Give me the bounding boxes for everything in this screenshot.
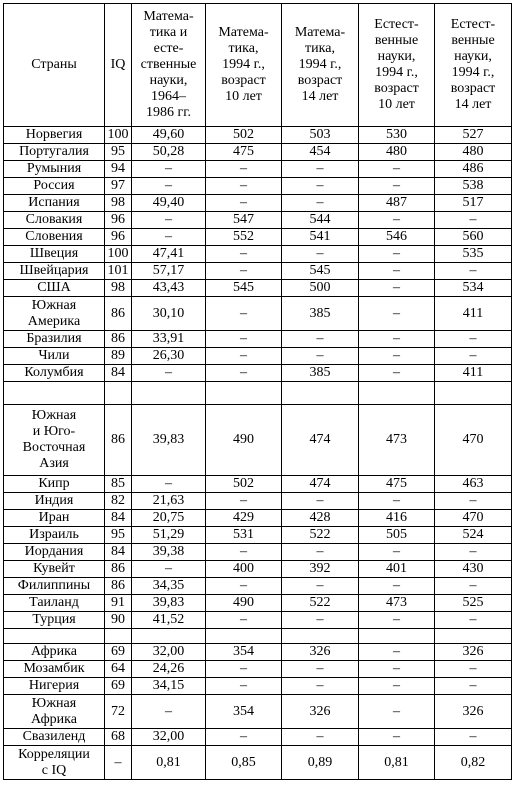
table-cell: 69 [105, 644, 132, 661]
table-cell: 454 [282, 144, 359, 161]
table-cell: – [435, 493, 512, 510]
country-cell: Индия [4, 493, 105, 510]
table-cell: – [206, 161, 282, 178]
country-cell: Кипр [4, 476, 105, 493]
table-cell: 474 [282, 405, 359, 476]
country-cell: Швеция [4, 246, 105, 263]
table-cell: 21,63 [132, 493, 206, 510]
table-cell: 392 [282, 561, 359, 578]
table-cell: – [359, 348, 435, 365]
country-cell: Израиль [4, 527, 105, 544]
table-cell: – [132, 365, 206, 382]
table-cell: 545 [206, 280, 282, 297]
table-cell: – [359, 544, 435, 561]
table-cell: – [435, 729, 512, 746]
table-row [4, 229, 512, 246]
table-cell: 41,52 [132, 612, 206, 629]
table-cell: 0,82 [435, 746, 512, 780]
table-cell: – [132, 229, 206, 246]
table-cell: 429 [206, 510, 282, 527]
table-cell: 95 [105, 144, 132, 161]
header-math-science-1964-1986: Матема- тика и есте- ственные науки, 1964– 1986 гг. [132, 4, 206, 127]
table-cell: – [359, 678, 435, 695]
country-cell [4, 382, 105, 405]
country-cell: Южная Африка [4, 695, 105, 729]
table-cell: 545 [282, 263, 359, 280]
table-cell: – [282, 729, 359, 746]
header-math-1994-age10: Матема- тика, 1994 г., возраст 10 лет [206, 4, 282, 127]
country-cell: Южная Америка [4, 297, 105, 331]
table-row [4, 382, 512, 405]
table-body [4, 127, 512, 780]
table-cell: – [282, 678, 359, 695]
table-cell: – [206, 612, 282, 629]
table-cell: 534 [435, 280, 512, 297]
table-cell: – [435, 348, 512, 365]
table-cell: – [206, 331, 282, 348]
table-cell: 20,75 [132, 510, 206, 527]
table-row [4, 746, 512, 780]
table-cell: – [359, 493, 435, 510]
table-cell: 26,30 [132, 348, 206, 365]
table-cell: 544 [282, 212, 359, 229]
table-cell: 33,91 [132, 331, 206, 348]
table-cell: – [282, 246, 359, 263]
table-cell: 96 [105, 229, 132, 246]
table-cell: 47,41 [132, 246, 206, 263]
table-cell: 94 [105, 161, 132, 178]
country-cell: Свазиленд [4, 729, 105, 746]
table-cell [206, 382, 282, 405]
country-cell: Румыния [4, 161, 105, 178]
table-cell: – [132, 695, 206, 729]
table-row [4, 365, 512, 382]
table-row [4, 729, 512, 746]
table-cell [359, 629, 435, 644]
table-cell: 43,43 [132, 280, 206, 297]
table-cell: 86 [105, 561, 132, 578]
header-row [4, 4, 512, 127]
table-cell: – [359, 178, 435, 195]
table-cell: – [435, 578, 512, 595]
table-cell: 490 [206, 595, 282, 612]
table-cell: – [206, 246, 282, 263]
table-cell: 552 [206, 229, 282, 246]
table-cell: 524 [435, 527, 512, 544]
table-cell: 475 [206, 144, 282, 161]
table-row [4, 297, 512, 331]
country-cell: Норвегия [4, 127, 105, 144]
table-cell: 86 [105, 578, 132, 595]
table-row [4, 695, 512, 729]
table-cell: – [282, 178, 359, 195]
table-cell: – [206, 195, 282, 212]
table-cell: 68 [105, 729, 132, 746]
table-cell: 505 [359, 527, 435, 544]
table-cell: 64 [105, 661, 132, 678]
table-cell: 473 [359, 405, 435, 476]
country-cell: Турция [4, 612, 105, 629]
table-cell: 69 [105, 678, 132, 695]
table-cell: 541 [282, 229, 359, 246]
table-cell: 486 [435, 161, 512, 178]
table-row [4, 661, 512, 678]
table-cell: 522 [282, 527, 359, 544]
table-cell: 51,29 [132, 527, 206, 544]
country-cell: США [4, 280, 105, 297]
table-row [4, 348, 512, 365]
header-science-1994-age14: Естест- венные науки, 1994 г., возраст 14 лет [435, 4, 512, 127]
table-cell: 546 [359, 229, 435, 246]
table-cell: 411 [435, 365, 512, 382]
table-cell: 560 [435, 229, 512, 246]
table-cell [132, 382, 206, 405]
table-row [4, 578, 512, 595]
table-cell: 91 [105, 595, 132, 612]
table-cell [105, 629, 132, 644]
table-cell: – [359, 695, 435, 729]
table-cell: – [435, 331, 512, 348]
country-cell: Таиланд [4, 595, 105, 612]
table-cell: 82 [105, 493, 132, 510]
table-cell: 86 [105, 331, 132, 348]
table-cell: – [359, 661, 435, 678]
table-cell: 101 [105, 263, 132, 280]
country-cell [4, 629, 105, 644]
table-cell: – [435, 212, 512, 229]
table-row [4, 629, 512, 644]
table-cell: 475 [359, 476, 435, 493]
table-cell: – [132, 212, 206, 229]
table-cell: 30,10 [132, 297, 206, 331]
table-cell: 49,40 [132, 195, 206, 212]
country-cell: Филиппины [4, 578, 105, 595]
table-cell: 503 [282, 127, 359, 144]
table-cell: 97 [105, 178, 132, 195]
table-cell: 527 [435, 127, 512, 144]
table-cell [435, 629, 512, 644]
table-cell: 535 [435, 246, 512, 263]
table-cell: – [359, 280, 435, 297]
table-cell: – [435, 661, 512, 678]
table-cell: 34,15 [132, 678, 206, 695]
table-cell: 84 [105, 510, 132, 527]
table-cell: 84 [105, 365, 132, 382]
table-cell: 401 [359, 561, 435, 578]
table-cell: – [206, 729, 282, 746]
table-cell: 0,85 [206, 746, 282, 780]
table-cell [435, 382, 512, 405]
table-cell: – [206, 365, 282, 382]
table-row [4, 195, 512, 212]
table-cell: – [282, 544, 359, 561]
table-cell: – [282, 161, 359, 178]
table-cell: 95 [105, 527, 132, 544]
table-cell: 100 [105, 127, 132, 144]
country-cell: Словакия [4, 212, 105, 229]
table-cell: 385 [282, 297, 359, 331]
table-cell: 463 [435, 476, 512, 493]
table-cell: – [282, 348, 359, 365]
table-cell [132, 629, 206, 644]
table-row [4, 612, 512, 629]
table-row [4, 561, 512, 578]
table-row [4, 510, 512, 527]
country-cell: Корреляции с IQ [4, 746, 105, 780]
table-cell: 354 [206, 644, 282, 661]
table-cell [105, 382, 132, 405]
table-cell: – [132, 161, 206, 178]
table-cell: – [435, 544, 512, 561]
table-cell: 428 [282, 510, 359, 527]
table-cell: 96 [105, 212, 132, 229]
table-cell: – [206, 297, 282, 331]
table-row [4, 144, 512, 161]
table-cell: – [105, 746, 132, 780]
table-row [4, 405, 512, 476]
country-cell: Бразилия [4, 331, 105, 348]
table-cell: 39,83 [132, 595, 206, 612]
table-cell: 0,89 [282, 746, 359, 780]
header-science-1994-age10: Естест- венные науки, 1994 г., возраст 10 лет [359, 4, 435, 127]
country-cell: Африка [4, 644, 105, 661]
table-cell: 89 [105, 348, 132, 365]
table-row [4, 331, 512, 348]
table-cell: 416 [359, 510, 435, 527]
table-cell: 487 [359, 195, 435, 212]
table-cell: 39,38 [132, 544, 206, 561]
table-cell: 90 [105, 612, 132, 629]
table-cell: – [132, 476, 206, 493]
table-cell: 50,28 [132, 144, 206, 161]
table-cell: 473 [359, 595, 435, 612]
table-cell: 525 [435, 595, 512, 612]
table-cell: 32,00 [132, 729, 206, 746]
table-cell: – [359, 729, 435, 746]
table-row [4, 280, 512, 297]
table-row [4, 527, 512, 544]
country-cell: Швейцария [4, 263, 105, 280]
table-cell: – [359, 246, 435, 263]
table-cell: 474 [282, 476, 359, 493]
table-cell: – [359, 297, 435, 331]
table-cell: 39,83 [132, 405, 206, 476]
table-cell: 84 [105, 544, 132, 561]
table-cell: 98 [105, 280, 132, 297]
table-cell: – [132, 561, 206, 578]
country-cell: Испания [4, 195, 105, 212]
table-cell: 480 [359, 144, 435, 161]
table-cell [282, 382, 359, 405]
table-cell: – [359, 331, 435, 348]
table-cell: – [435, 678, 512, 695]
country-cell: Кувейт [4, 561, 105, 578]
country-cell: Колумбия [4, 365, 105, 382]
table-cell: 538 [435, 178, 512, 195]
table-cell: – [359, 644, 435, 661]
table-row [4, 493, 512, 510]
table-cell: – [206, 678, 282, 695]
table-row [4, 595, 512, 612]
table-cell [359, 382, 435, 405]
country-cell: Россия [4, 178, 105, 195]
table-cell: 32,00 [132, 644, 206, 661]
table-cell: 430 [435, 561, 512, 578]
data-table [3, 3, 512, 780]
table-cell: 547 [206, 212, 282, 229]
table-cell: 354 [206, 695, 282, 729]
header-math-1994-age14: Матема- тика, 1994 г., возраст 14 лет [282, 4, 359, 127]
table-cell: 326 [435, 695, 512, 729]
country-cell: Южная и Юго- Восточная Азия [4, 405, 105, 476]
table-cell: – [435, 612, 512, 629]
table-row [4, 161, 512, 178]
table-cell: – [206, 661, 282, 678]
country-cell: Словения [4, 229, 105, 246]
country-cell: Португалия [4, 144, 105, 161]
table-row [4, 678, 512, 695]
table-cell: 72 [105, 695, 132, 729]
country-cell: Иордания [4, 544, 105, 561]
table-cell: – [282, 661, 359, 678]
table-row [4, 127, 512, 144]
table-cell: 530 [359, 127, 435, 144]
table-cell: – [206, 178, 282, 195]
table-cell: 326 [282, 695, 359, 729]
table-cell: 517 [435, 195, 512, 212]
table-cell [282, 629, 359, 644]
table-cell: – [359, 365, 435, 382]
table-cell: 385 [282, 365, 359, 382]
table-row [4, 644, 512, 661]
table-cell: 326 [435, 644, 512, 661]
table-cell: 531 [206, 527, 282, 544]
table-cell: 522 [282, 595, 359, 612]
table-cell: 411 [435, 297, 512, 331]
table-cell: 470 [435, 405, 512, 476]
table-row [4, 246, 512, 263]
table-row [4, 212, 512, 229]
table-cell: 400 [206, 561, 282, 578]
table-cell: 86 [105, 297, 132, 331]
table-cell: – [206, 544, 282, 561]
table-cell: – [282, 612, 359, 629]
table-cell: 100 [105, 246, 132, 263]
table-cell: 0,81 [359, 746, 435, 780]
table-row [4, 178, 512, 195]
table-cell: – [359, 578, 435, 595]
table-cell: 502 [206, 127, 282, 144]
header-iq: IQ [105, 4, 132, 127]
table-cell: – [359, 161, 435, 178]
table-cell: 0,81 [132, 746, 206, 780]
table-cell: 326 [282, 644, 359, 661]
table-cell: – [282, 493, 359, 510]
table-cell: 34,35 [132, 578, 206, 595]
table-cell: 86 [105, 405, 132, 476]
table-cell [206, 629, 282, 644]
table-cell: – [282, 331, 359, 348]
table-cell: – [359, 612, 435, 629]
table-cell: – [206, 493, 282, 510]
table-row [4, 476, 512, 493]
country-cell: Нигерия [4, 678, 105, 695]
country-cell: Иран [4, 510, 105, 527]
table-cell: – [282, 578, 359, 595]
table-cell: – [435, 263, 512, 280]
table-cell: 98 [105, 195, 132, 212]
table-cell: 24,26 [132, 661, 206, 678]
table-cell: – [206, 578, 282, 595]
header-country: Страны [4, 4, 105, 127]
table-cell: – [282, 195, 359, 212]
table-cell: 490 [206, 405, 282, 476]
table-cell: – [206, 348, 282, 365]
table-cell: 49,60 [132, 127, 206, 144]
table-cell: – [359, 212, 435, 229]
table-cell: 500 [282, 280, 359, 297]
country-cell: Чили [4, 348, 105, 365]
table-row [4, 263, 512, 280]
table-cell: 502 [206, 476, 282, 493]
table-cell: 85 [105, 476, 132, 493]
table-cell: 480 [435, 144, 512, 161]
table-cell: – [132, 178, 206, 195]
table-row [4, 544, 512, 561]
table-cell: – [359, 263, 435, 280]
country-cell: Мозамбик [4, 661, 105, 678]
table-cell: 470 [435, 510, 512, 527]
table-cell: – [206, 263, 282, 280]
table-cell: 57,17 [132, 263, 206, 280]
